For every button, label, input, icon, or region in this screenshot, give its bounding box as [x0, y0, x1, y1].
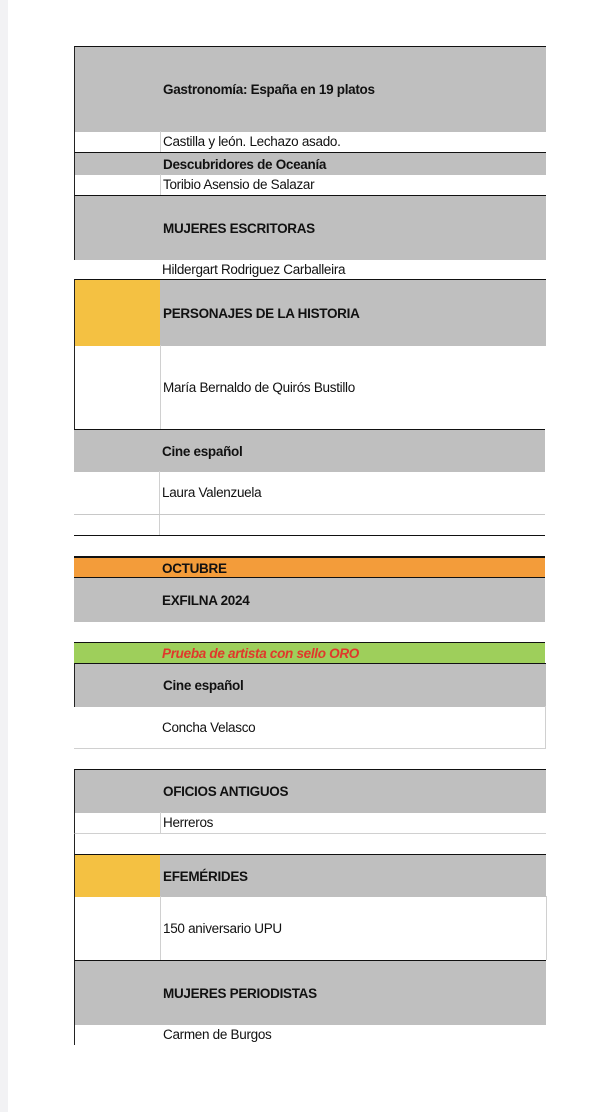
section-header: Cine español [159, 430, 545, 472]
table-row [74, 812, 546, 834]
table-row [74, 195, 546, 260]
section-header: PERSONAJES DE LA HISTORIA [160, 280, 546, 346]
table-row [74, 621, 545, 642]
table-row [74, 577, 545, 622]
row-item: Toribio Asensio de Salazar [163, 177, 315, 192]
month-header: OCTUBRE [159, 558, 545, 579]
section-header: EXFILNA 2024 [159, 578, 545, 622]
row-item: Herreros [163, 815, 214, 830]
table-row [74, 429, 545, 472]
row-item: Laura Valenzuela [162, 485, 262, 500]
row-item: 150 aniversario UPU [163, 920, 282, 936]
table-row [74, 279, 546, 346]
table-row [74, 345, 546, 429]
table-row [74, 854, 546, 897]
row-item: Carmen de Burgos [163, 1027, 272, 1042]
row-item: Concha Velasco [162, 719, 256, 735]
table-row [74, 535, 545, 557]
table-row [74, 769, 546, 813]
table-row [74, 896, 547, 960]
section-header: Cine español [160, 664, 546, 707]
row-item: Castilla y león. Lechazo asado. [163, 134, 341, 149]
table-row [74, 556, 545, 579]
table-row [74, 131, 546, 152]
table-row [74, 46, 546, 132]
table-row [74, 706, 546, 749]
section-header: MUJERES ESCRITORAS [160, 196, 546, 260]
table-row [74, 471, 545, 514]
table-row [74, 152, 546, 175]
section-header: OFICIOS ANTIGUOS [160, 770, 546, 813]
section-header: EFEMÉRIDES [160, 855, 546, 897]
section-header: Descubridores de Oceanía [160, 153, 546, 175]
table-row [74, 663, 546, 707]
row-item: Hildergart Rodriguez Carballeira [162, 261, 346, 277]
section-header: MUJERES PERIODISTAS [160, 961, 546, 1025]
table-row [74, 834, 546, 854]
table-row [74, 642, 545, 664]
table-row [74, 259, 545, 279]
row-item: María Bernaldo de Quirós Bustillo [163, 379, 355, 395]
section-header: Gastronomía: España en 19 platos [160, 47, 546, 132]
table-cell [75, 47, 160, 132]
highlight-note: Prueba de artista con sello ORO [159, 643, 545, 664]
table-row [74, 1024, 546, 1045]
table-row [74, 960, 546, 1025]
table-row [74, 174, 546, 195]
table-row [74, 514, 545, 536]
